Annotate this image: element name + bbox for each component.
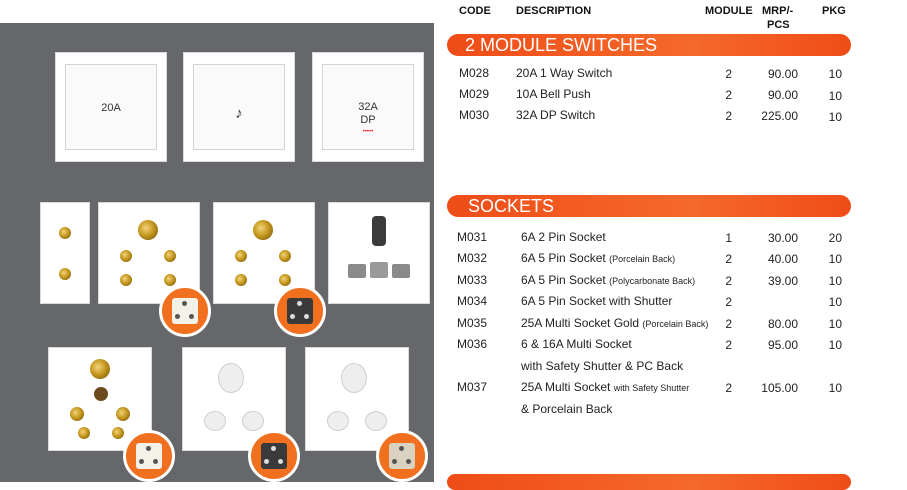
- table-cell-module: 2: [725, 317, 732, 331]
- table-cell-description: 25A Multi Socket with Safety Shutter: [521, 380, 690, 394]
- bell-push-image: [183, 52, 295, 162]
- table-cell-module: 2: [725, 338, 732, 352]
- table-cell-module: 2: [725, 109, 732, 123]
- table-cell-mrp: 95.00: [767, 338, 798, 352]
- table-cell-pkg: 10: [828, 274, 842, 288]
- next-section-bar: [447, 474, 851, 490]
- table-cell-pkg: 10: [828, 295, 842, 309]
- polycarbonate-back-badge: [274, 285, 326, 337]
- table-cell-code: M029: [459, 87, 490, 101]
- switch-20a-image: [55, 52, 167, 162]
- table-cell-module: 1: [725, 231, 732, 245]
- table-cell-module: 2: [725, 381, 732, 395]
- column-header-mrp: MRP/-: [762, 5, 794, 17]
- table-cell-mrp: 30.00: [767, 231, 798, 245]
- pc-back-badge: [248, 430, 300, 482]
- column-header-pkg: PKG: [822, 5, 846, 17]
- porcelain-back-badge: [159, 285, 211, 337]
- column-header-mrp-unit: PCS: [767, 19, 790, 31]
- table-cell-note: (Polycarbonate Back): [609, 276, 696, 286]
- dp-switch-label-2: DP: [360, 114, 376, 126]
- table-cell-pkg: 20: [828, 231, 842, 245]
- porcelain-back-badge-2: [376, 430, 428, 482]
- table-cell-description: 20A 1 Way Switch: [516, 66, 613, 80]
- table-cell-module: 2: [725, 88, 732, 102]
- table-cell-mrp: 90.00: [767, 88, 798, 102]
- table-cell-pkg: 10: [828, 67, 842, 81]
- table-cell-description: 25A Multi Socket Gold (Porcelain Back): [521, 316, 709, 330]
- column-header-code: CODE: [459, 5, 491, 17]
- socket-shutter-image: [328, 202, 430, 304]
- table-cell-description-line2: & Porcelain Back: [521, 402, 613, 416]
- dp-switch-label-1: 32A: [358, 101, 378, 113]
- table-cell-code: M028: [459, 66, 490, 80]
- dp-switch-image: [312, 52, 424, 162]
- table-cell-description: 6A 5 Pin Socket with Shutter: [521, 294, 673, 308]
- table-cell-pkg: 10: [828, 338, 842, 352]
- table-cell-pkg: 10: [828, 252, 842, 266]
- table-cell-code: M034: [457, 294, 488, 308]
- table-cell-mrp: 225.00: [761, 109, 798, 123]
- table-cell-description: 6A 5 Pin Socket (Porcelain Back): [521, 251, 676, 265]
- switches-section-title: 2 MODULE SWITCHES: [465, 35, 658, 55]
- table-cell-code: M033: [457, 273, 488, 287]
- table-cell-module: 2: [725, 252, 732, 266]
- column-header-description: DESCRIPTION: [516, 5, 592, 17]
- table-cell-code: M035: [457, 316, 488, 330]
- switch-20a-label: 20A: [101, 102, 121, 114]
- table-cell-description-line2: with Safety Shutter & PC Back: [521, 359, 684, 373]
- table-cell-note: with Safety Shutter: [613, 383, 690, 393]
- gold-socket-back-badge: [123, 430, 175, 482]
- socket-2pin-image: [40, 202, 90, 304]
- table-cell-note: (Porcelain Back): [609, 254, 676, 264]
- table-cell-description: 6A 5 Pin Socket (Polycarbonate Back): [521, 273, 696, 287]
- table-cell-mrp: 80.00: [767, 317, 798, 331]
- table-cell-pkg: 10: [828, 317, 842, 331]
- table-cell-module: 2: [725, 295, 732, 309]
- dp-switch-indicator: •••••: [362, 129, 374, 135]
- table-cell-module: 2: [725, 274, 732, 288]
- table-cell-module: 2: [725, 67, 732, 81]
- table-cell-code: M031: [457, 230, 488, 244]
- table-cell-description: 32A DP Switch: [516, 108, 596, 122]
- table-cell-description: 10A Bell Push: [516, 87, 591, 101]
- table-cell-note: (Porcelain Back): [642, 319, 709, 329]
- table-cell-pkg: 10: [828, 89, 842, 103]
- table-cell-code: M037: [457, 380, 488, 394]
- table-cell-mrp: 39.00: [767, 274, 798, 288]
- table-cell-mrp: 90.00: [767, 67, 798, 81]
- table-cell-description: 6 & 16A Multi Socket: [521, 337, 632, 351]
- table-cell-pkg: 10: [828, 110, 842, 124]
- table-cell-code: M030: [459, 108, 490, 122]
- table-cell-mrp: 105.00: [761, 381, 798, 395]
- column-header-module: MODULE: [705, 5, 753, 17]
- table-cell-code: M032: [457, 251, 488, 265]
- table-cell-pkg: 10: [828, 381, 842, 395]
- bell-icon: ♪: [235, 105, 243, 122]
- table-cell-description: 6A 2 Pin Socket: [521, 230, 606, 244]
- table-cell-mrp: 40.00: [767, 252, 798, 266]
- table-cell-code: M036: [457, 337, 488, 351]
- sockets-section-title: SOCKETS: [468, 196, 555, 216]
